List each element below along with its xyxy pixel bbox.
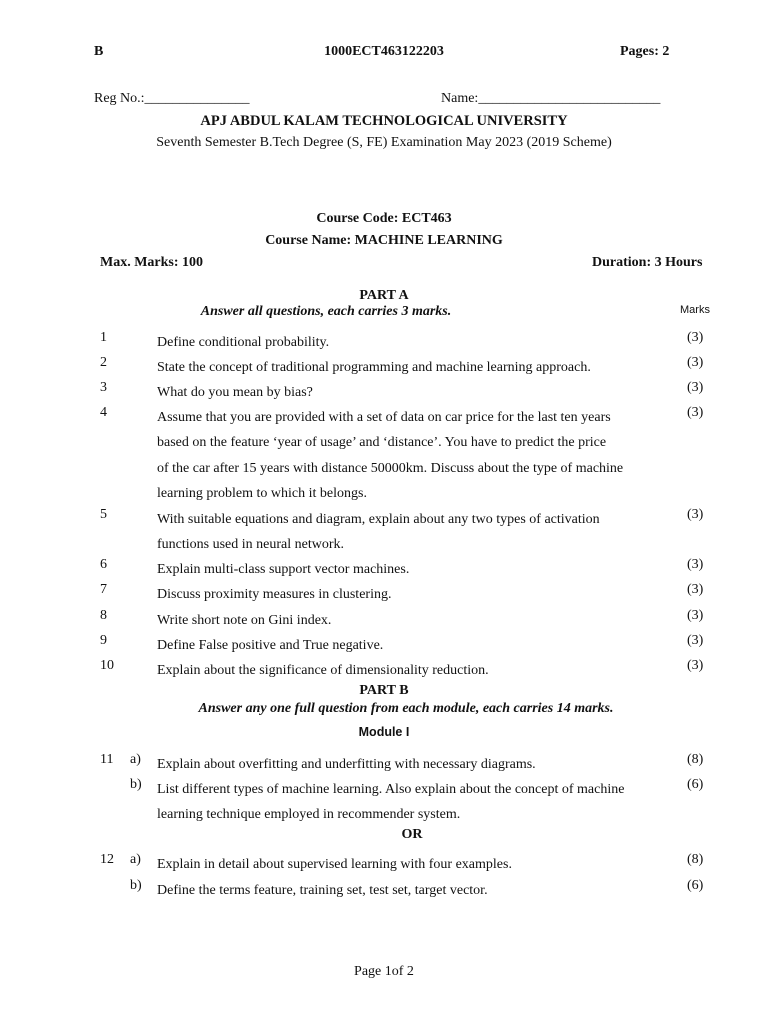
question-text-line: With suitable equations and diagram, explain about any two types of activation (157, 512, 600, 527)
question-text (157, 380, 669, 405)
question-text-line: Explain in detail about supervised learning with four examples. (157, 857, 512, 872)
question-marks: (3) (687, 633, 704, 648)
question-text-line: List different types of machine learning. Also explain about the concept of machine (157, 782, 625, 797)
page-count: Pages: 2 (620, 44, 670, 59)
question-marks: (3) (687, 405, 704, 420)
paper-code: 1000ECT463122203 (324, 44, 444, 59)
question-marks: (3) (687, 507, 704, 522)
question-text-line: learning technique employed in recommender system. (157, 807, 461, 823)
question-text-line: Discuss proximity measures in clustering. (157, 587, 392, 602)
part-b-instruction: Answer any one full question from each module, each carries 14 marks. (198, 701, 614, 716)
question-number: 6 (100, 557, 107, 572)
question-marks: (8) (687, 752, 704, 767)
question-text (157, 507, 669, 558)
question-marks: (3) (687, 330, 704, 345)
part-a-title: PART A (359, 288, 409, 303)
question-text (157, 405, 669, 506)
question-number: 2 (100, 355, 107, 370)
question-number: 1 (100, 330, 107, 345)
question-marks: (3) (687, 380, 704, 395)
question-text-line: Write short note on Gini index. (157, 613, 332, 628)
part-a-instruction: Answer all questions, each carries 3 marks. (200, 304, 452, 319)
question-text-line: Explain about overfitting and underfitting with necessary diagrams. (157, 757, 536, 772)
question-text-line: functions used in neural network. (157, 537, 345, 553)
question-marks: (6) (687, 878, 704, 893)
question-text (157, 878, 669, 903)
question-marks: (6) (687, 777, 704, 792)
question-number: 4 (100, 405, 107, 420)
or-separator: OR (401, 827, 423, 842)
question-text (157, 777, 669, 828)
question-marks: (3) (687, 582, 704, 597)
question-subpart: b) (130, 878, 142, 893)
question-number: 8 (100, 608, 107, 623)
question-text-line: State the concept of traditional programming and machine learning approach. (157, 360, 591, 375)
question-text (157, 658, 669, 683)
question-text (157, 557, 669, 582)
question-text-line: learning problem to which it belongs. (157, 485, 367, 501)
question-text (157, 355, 669, 380)
question-subpart: a) (130, 752, 141, 767)
question-number: 9 (100, 633, 107, 648)
question-text-line: Define conditional probability. (157, 335, 330, 350)
duration: Duration: 3 Hours (592, 255, 703, 270)
question-text (157, 633, 669, 658)
question-marks: (3) (687, 355, 704, 370)
max-marks: Max. Marks: 100 (100, 255, 204, 270)
question-number: 11 (100, 752, 114, 767)
question-marks: (3) (687, 658, 704, 673)
page-footer: Page 1of 2 (354, 964, 414, 979)
question-number: 7 (100, 582, 107, 597)
question-text (157, 752, 669, 777)
reg-no-field: Reg No.:_______________ (94, 91, 250, 106)
question-marks: (3) (687, 557, 704, 572)
question-number: 3 (100, 380, 107, 395)
question-number: 5 (100, 507, 107, 522)
question-text-line: Explain multi-class support vector machines. (157, 562, 410, 577)
question-text (157, 330, 669, 355)
question-marks: (3) (687, 608, 704, 623)
question-text-line: What do you mean by bias? (157, 385, 313, 400)
question-text-line: based on the feature ‘year of usage’ and ‘distance’. You have to predict the price (157, 435, 607, 451)
question-text (157, 608, 669, 633)
question-number: 10 (100, 658, 114, 673)
question-text-line: Explain about the significance of dimensionality reduction. (157, 663, 489, 678)
question-marks: (8) (687, 852, 704, 867)
module-label: Module I (358, 725, 410, 739)
question-text-line: Assume that you are provided with a set of data on car price for the last ten years (157, 410, 611, 425)
question-number: 12 (100, 852, 114, 867)
course-name: Course Name: MACHINE LEARNING (265, 233, 503, 248)
university-title: APJ ABDUL KALAM TECHNOLOGICAL UNIVERSITY (200, 113, 568, 129)
question-subpart: a) (130, 852, 141, 867)
question-text (157, 852, 669, 877)
exam-title: Seventh Semester B.Tech Degree (S, FE) Examination May 2023 (2019 Scheme) (156, 135, 612, 150)
question-subpart: b) (130, 777, 142, 792)
question-text-line: of the car after 15 years with distance 50000km. Discuss about the type of machine (157, 460, 624, 476)
course-code: Course Code: ECT463 (316, 211, 452, 226)
question-text-line: Define the terms feature, training set, test set, target vector. (157, 883, 488, 898)
marks-column-header: Marks (680, 304, 710, 316)
question-text (157, 582, 669, 607)
set-label: B (94, 44, 104, 59)
part-b-title: PART B (359, 683, 409, 698)
name-field: Name:__________________________ (441, 91, 661, 106)
question-text-line: Define False positive and True negative. (157, 638, 384, 653)
